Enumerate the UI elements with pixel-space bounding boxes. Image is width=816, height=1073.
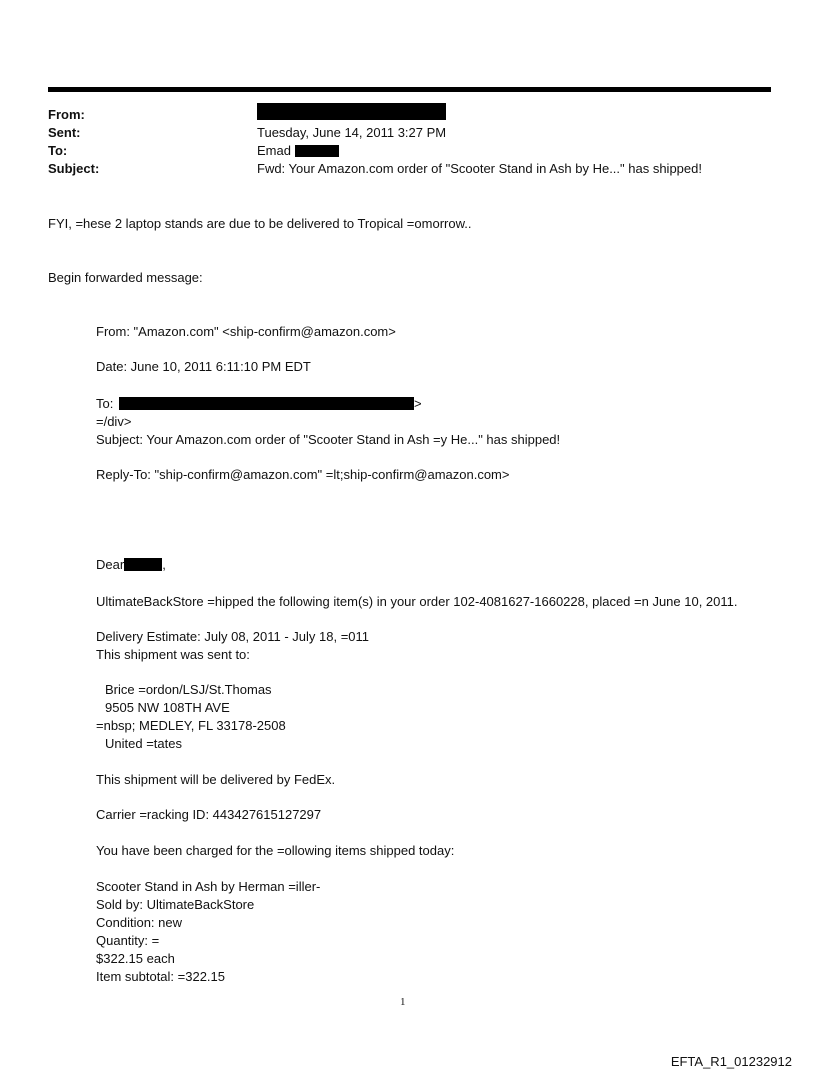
subject-value: Fwd: Your Amazon.com order of "Scooter Stand in Ash by He..." has shipped!: [257, 161, 702, 176]
shipped-text: UltimateBackStore =hipped the following item(s) in your order 102-4081627-1660228, placed =n June 10, 2011.: [96, 594, 738, 609]
charged-text: You have been charged for the =ollowing items shipped today:: [96, 843, 455, 858]
subject-label: Subject:: [48, 161, 100, 176]
document-id-footer: EFTA_R1_01232912: [670, 1054, 792, 1069]
sent-value: Tuesday, June 14, 2011 3:27 PM: [257, 125, 447, 140]
fwd-from: From: "Amazon.com" <ship-confirm@amazon.com>: [96, 324, 396, 339]
header-divider: [48, 87, 771, 92]
carrier-text: This shipment will be delivered by FedEx.: [96, 772, 336, 787]
redaction-bar: [124, 558, 162, 571]
address-line: =nbsp; MEDLEY, FL 33178-2508: [96, 718, 286, 733]
page-number: 1: [400, 996, 406, 1008]
sent-label: Sent:: [48, 125, 81, 140]
item-name: Scooter Stand in Ash by Herman =iller-: [96, 879, 321, 894]
redaction-bar: [119, 397, 414, 410]
begin-forwarded-text: Begin forwarded message:: [48, 270, 203, 285]
fwd-to: [96, 395, 422, 413]
condition: Condition: new: [96, 915, 182, 930]
fwd-to-tail: >: [413, 396, 422, 411]
fyi-text: FYI, =hese 2 laptop stands are due to be delivered to Tropical =omorrow..: [48, 216, 472, 231]
address-line: Brice =ordon/LSJ/St.Thomas: [105, 682, 272, 697]
fwd-div-close: =/div>: [96, 414, 132, 429]
subject-row: [48, 160, 771, 178]
to-value: [257, 142, 339, 160]
price-each: $322.15 each: [96, 951, 175, 966]
sold-by: Sold by: UltimateBackStore: [96, 897, 255, 912]
redaction-bar: [295, 145, 339, 157]
dear-text: Dear: [96, 557, 125, 572]
to-label: To:: [48, 143, 68, 158]
to-row: [48, 142, 771, 160]
from-row: [48, 106, 771, 124]
item-subtotal: Item subtotal: =322.15: [96, 969, 226, 984]
tracking-text: Carrier =racking ID: 443427615127297: [96, 807, 322, 822]
quantity: Quantity: =: [96, 933, 160, 948]
address-line: United =tates: [105, 736, 182, 751]
from-value-redacted: [257, 103, 446, 122]
delivery-estimate: Delivery Estimate: July 08, 2011 - July 18, =011: [96, 629, 370, 644]
fwd-date: Date: June 10, 2011 6:11:10 PM EDT: [96, 359, 311, 374]
fwd-subject: Subject: Your Amazon.com order of "Scooter Stand in Ash =y He..." has shipped!: [96, 432, 561, 447]
fwd-to-label: To:: [96, 396, 114, 411]
dear-line: [96, 556, 166, 574]
fwd-reply-to: Reply-To: "ship-confirm@amazon.com" =lt;ship-confirm@amazon.com>: [96, 467, 510, 482]
sent-row: [48, 124, 771, 142]
address-line: 9505 NW 108TH AVE: [105, 700, 230, 715]
to-name: Emad: [257, 143, 291, 158]
dear-comma: ,: [162, 557, 166, 572]
sent-to-text: This shipment was sent to:: [96, 647, 250, 662]
from-label: From:: [48, 107, 85, 122]
redaction-bar: [257, 103, 446, 120]
